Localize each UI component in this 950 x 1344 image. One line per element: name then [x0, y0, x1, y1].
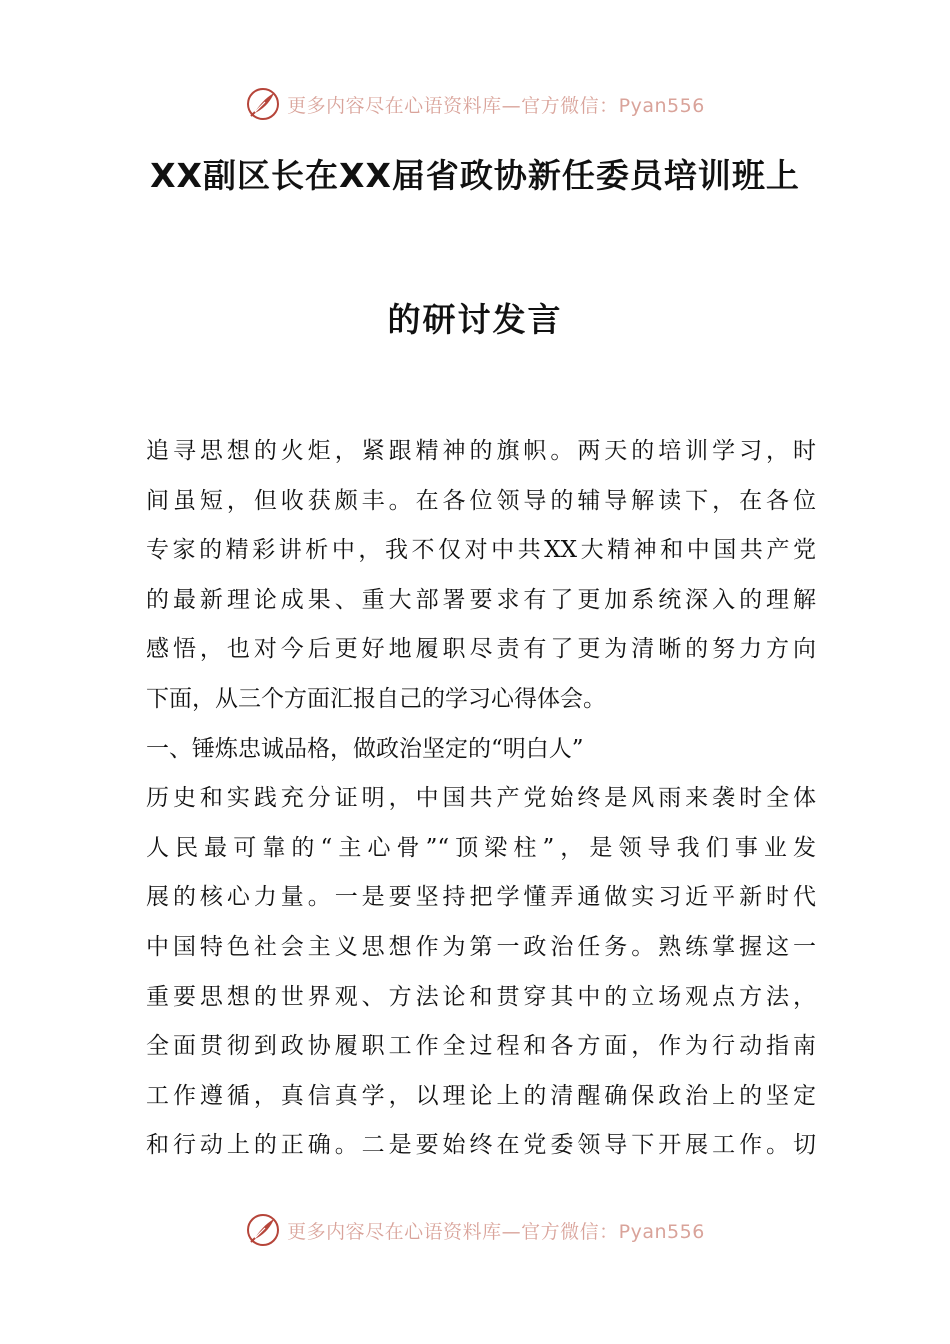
footer-watermark	[0, 1210, 950, 1250]
feather-pen-logo-icon	[245, 1212, 281, 1248]
body-line: 和行动上的正确。二是要始终在党委领导下开展工作。切	[146, 1132, 816, 1159]
body-line: 重要思想的世界观、方法论和贯穿其中的立场观点方法，	[146, 983, 816, 1010]
document-title-line-1: XX副区长在XX届省政协新任委员培训班上	[150, 156, 800, 195]
body-line: 展的核心力量。一是要坚持把学懂弄通做实习近平新时代	[146, 884, 816, 911]
body-line: 下面，从三个方面汇报自己的学习心得体会。	[146, 685, 606, 712]
feather-pen-logo-icon	[245, 86, 281, 122]
body-line: 专家的精彩讲析中，我不仅对中共XX大精神和中国共产党	[146, 537, 816, 564]
body-line: 全面贯彻到政协履职工作全过程和各方面，作为行动指南	[146, 1033, 816, 1060]
watermark-text: 更多内容尽在心语资料库—官方微信：Pyan556	[287, 94, 705, 117]
body-line: 感悟，也对今后更好地履职尽责有了更为清晰的努力方向	[146, 636, 816, 663]
body-line: 人民最可靠的“主心骨”“顶梁柱”，是领导我们事业发	[146, 834, 816, 861]
body-line: 追寻思想的火炬，紧跟精神的旗帜。两天的培训学习，时	[146, 438, 816, 464]
header-watermark	[0, 84, 950, 124]
body-line: 间虽短，但收获颇丰。在各位领导的辅导解读下，在各位	[146, 487, 816, 514]
body-line: 历史和实践充分证明，中国共产党始终是风雨来袭时全体	[146, 785, 816, 812]
body-line: 工作遵循，真信真学，以理论上的清醒确保政治上的坚定	[146, 1082, 816, 1109]
body-line: 的最新理论成果、重大部署要求有了更加系统深入的理解	[146, 586, 816, 613]
body-line: 中国特色社会主义思想作为第一政治任务。熟练掌握这一	[146, 933, 816, 960]
section-heading: 一、锤炼忠诚品格，做政治坚定的“明白人”	[146, 735, 584, 762]
document-title-line-2: 的研讨发言	[387, 300, 563, 339]
watermark-text: 更多内容尽在心语资料库—官方微信：Pyan556	[287, 1220, 705, 1243]
document-body	[146, 434, 816, 1178]
